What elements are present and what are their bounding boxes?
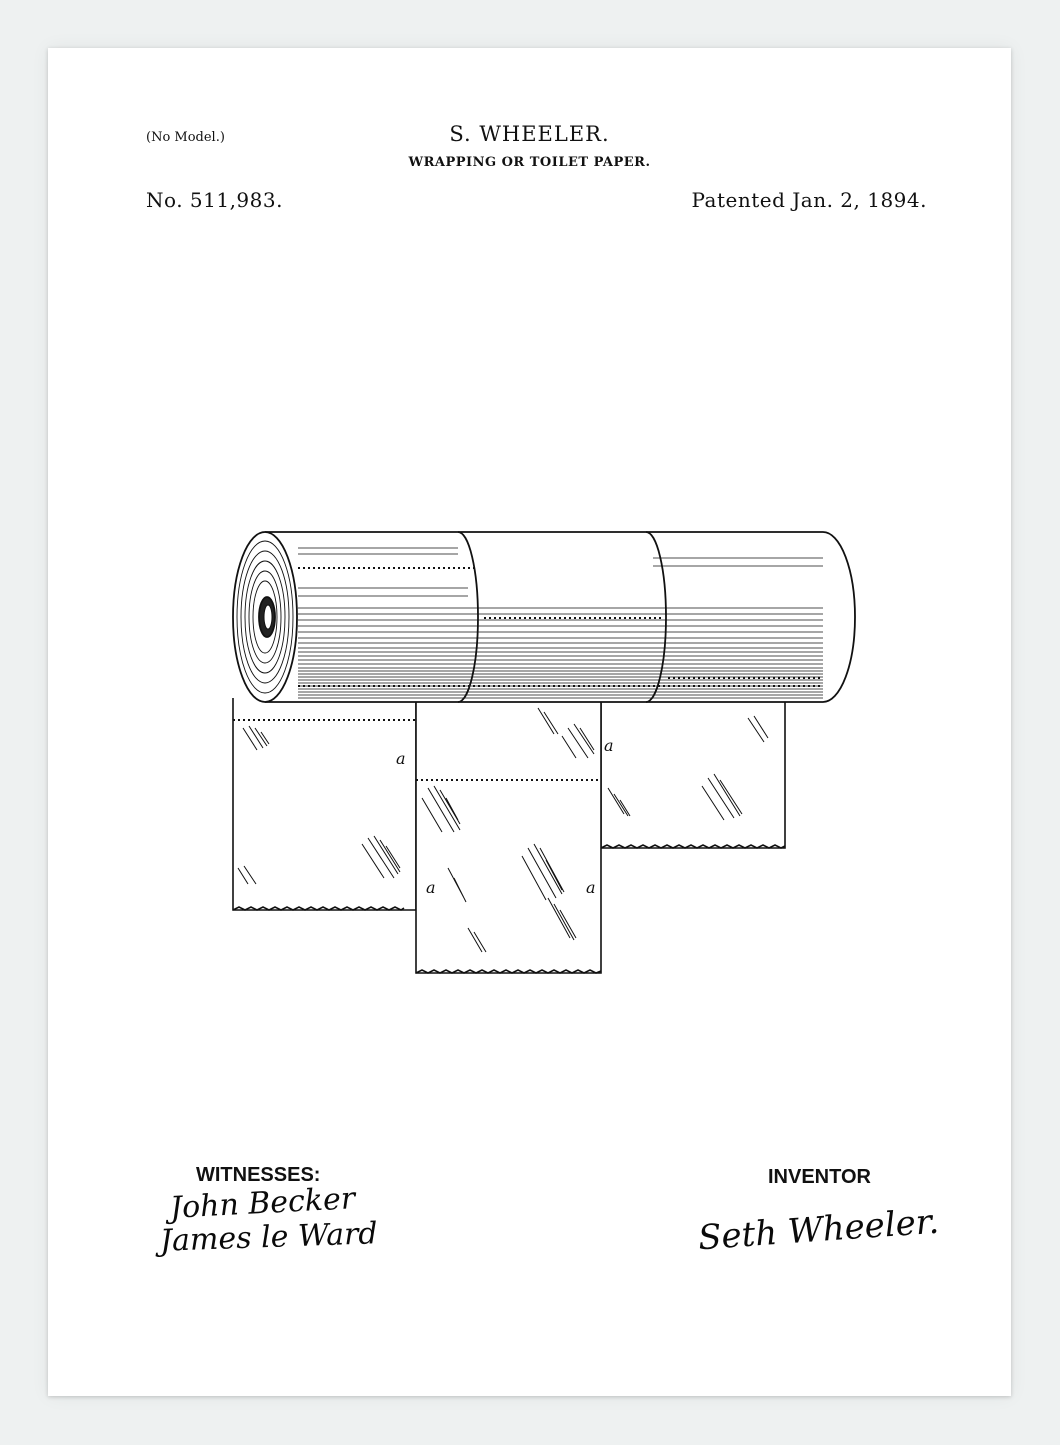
reference-letter-a-1: a	[396, 749, 406, 768]
witness-signature-2: James le Ward	[159, 1216, 379, 1259]
witness-signature-1: John Becker	[169, 1181, 356, 1226]
left-sheet	[233, 698, 416, 910]
model-note: (No Model.)	[146, 130, 225, 145]
inventor-name: S. WHEELER.	[449, 122, 610, 146]
inventor-signature: Seth Wheeler.	[696, 1201, 941, 1259]
reference-letter-a-4: a	[604, 736, 614, 755]
patent-number: No. 511,983.	[146, 188, 283, 212]
patent-title: WRAPPING OR TOILET PAPER.	[408, 155, 651, 170]
patent-date: Patented Jan. 2, 1894.	[691, 188, 927, 212]
inventor-label: INVENTOR	[768, 1166, 871, 1188]
witnesses-label: WITNESSES:	[196, 1164, 321, 1186]
reference-letter-a-3: a	[586, 878, 596, 897]
reference-letter-a-2: a	[426, 878, 436, 897]
patent-sheet	[48, 48, 1011, 1396]
